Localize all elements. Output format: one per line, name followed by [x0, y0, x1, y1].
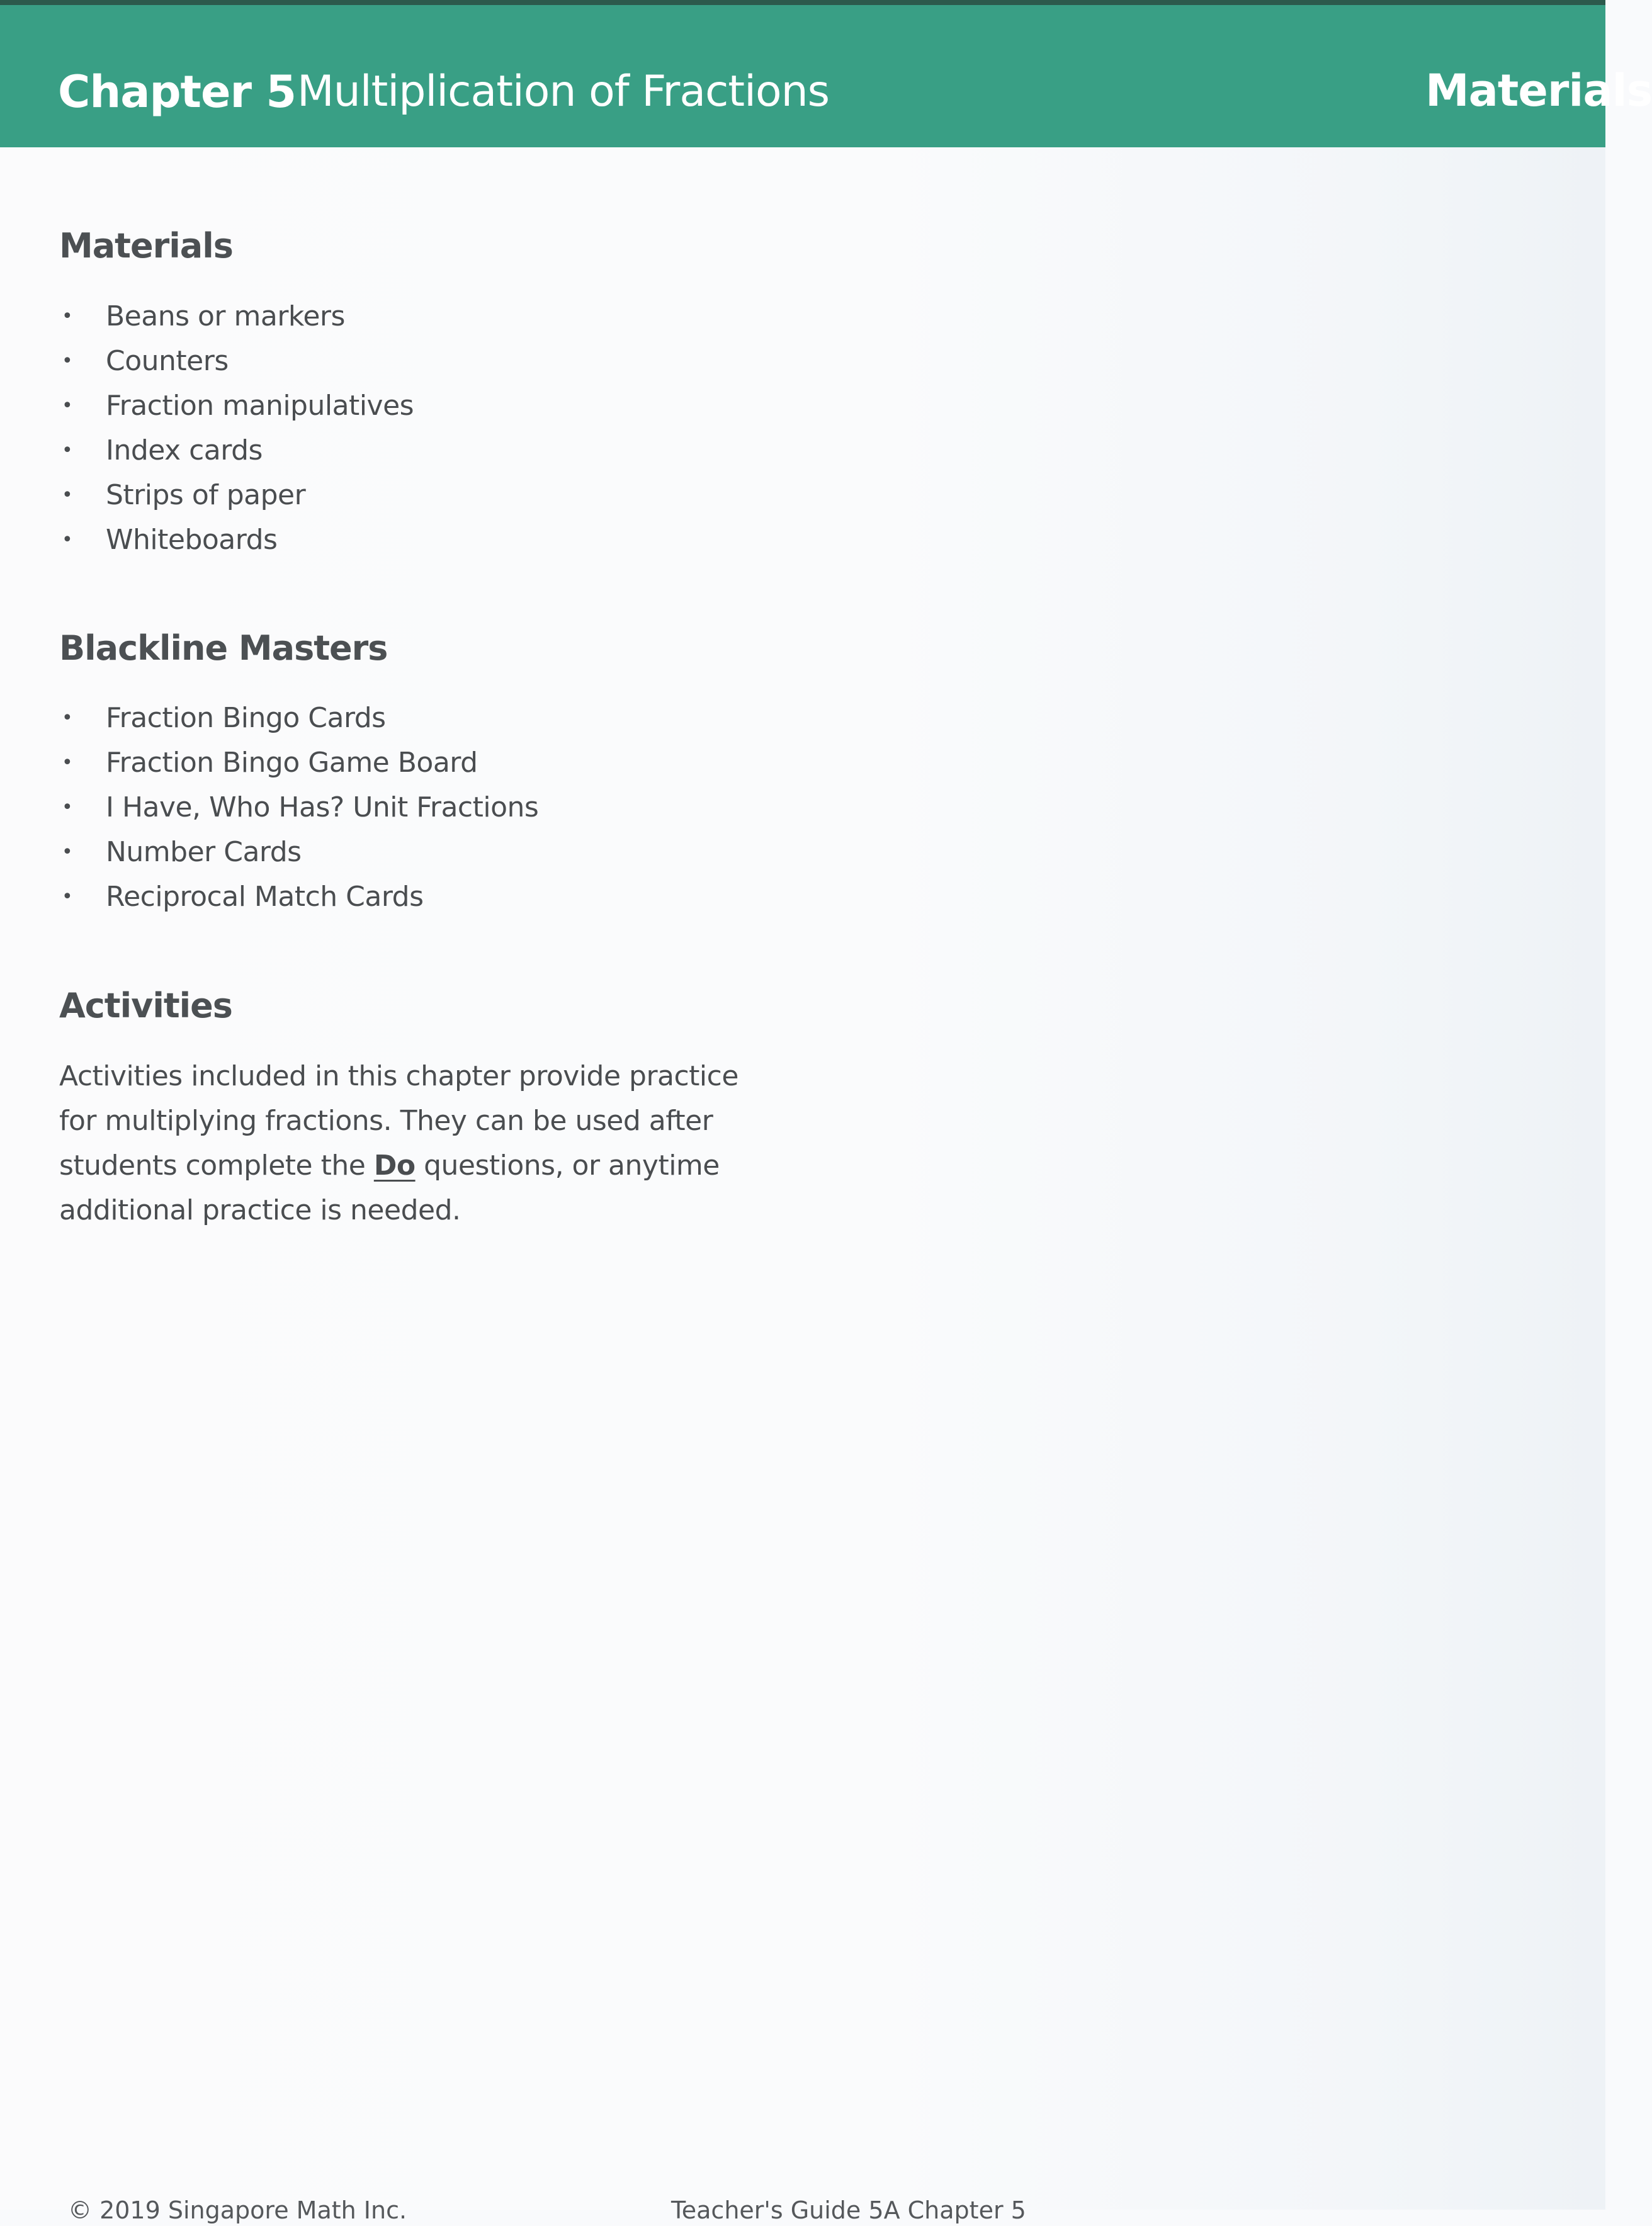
- list-item-text: Strips of paper: [106, 479, 306, 511]
- materials-heading: Materials: [59, 226, 233, 266]
- bullet-icon: •: [62, 484, 73, 506]
- paragraph-text: students complete the: [59, 1150, 374, 1182]
- activities-heading: Activities: [59, 986, 232, 1025]
- footer-copyright: © 2019 Singapore Math Inc.: [68, 2196, 407, 2224]
- activities-paragraph: [59, 1054, 815, 1233]
- list-item-text: Fraction manipulatives: [106, 390, 414, 422]
- list-item-text: Fraction Bingo Game Board: [106, 747, 478, 779]
- paragraph-text: questions, or anytime: [415, 1150, 720, 1182]
- bullet-icon: •: [62, 439, 73, 461]
- list-item-text: Reciprocal Match Cards: [106, 881, 424, 913]
- bullet-icon: •: [62, 395, 73, 417]
- footer-book-info: Teacher's Guide 5A Chapter 5: [671, 2196, 1026, 2224]
- paragraph-line: for multiplying fractions. They can be used after: [59, 1105, 713, 1137]
- chapter-header: [0, 5, 1652, 147]
- bullet-icon: •: [62, 752, 73, 774]
- bullet-icon: •: [62, 886, 73, 908]
- paragraph-line: [59, 1143, 815, 1188]
- section-tab-label: Materials: [1425, 65, 1652, 116]
- chapter-label: Chapter 5: [58, 66, 297, 118]
- list-item-text: Whiteboards: [106, 524, 278, 556]
- list-item-text: Beans or markers: [106, 300, 345, 332]
- bullet-icon: •: [62, 796, 73, 818]
- do-link[interactable]: Do: [373, 1150, 416, 1182]
- blackline-masters-heading: Blackline Masters: [59, 628, 388, 668]
- list-item-text: Number Cards: [106, 836, 302, 868]
- list-item-text: Fraction Bingo Cards: [106, 702, 386, 734]
- paragraph-line: Activities included in this chapter provide practice: [59, 1060, 738, 1092]
- list-item-text: Index cards: [106, 434, 263, 466]
- bullet-icon: •: [62, 529, 73, 551]
- list-item-text: Counters: [106, 345, 229, 377]
- bullet-icon: •: [62, 707, 73, 729]
- top-edge: [0, 0, 1605, 5]
- bullet-icon: •: [62, 305, 73, 327]
- bullet-icon: •: [62, 841, 73, 863]
- bullet-icon: •: [62, 350, 73, 372]
- paragraph-line: additional practice is needed.: [59, 1194, 461, 1226]
- chapter-title: Multiplication of Fractions: [297, 67, 830, 116]
- list-item-text: I Have, Who Has? Unit Fractions: [106, 791, 539, 823]
